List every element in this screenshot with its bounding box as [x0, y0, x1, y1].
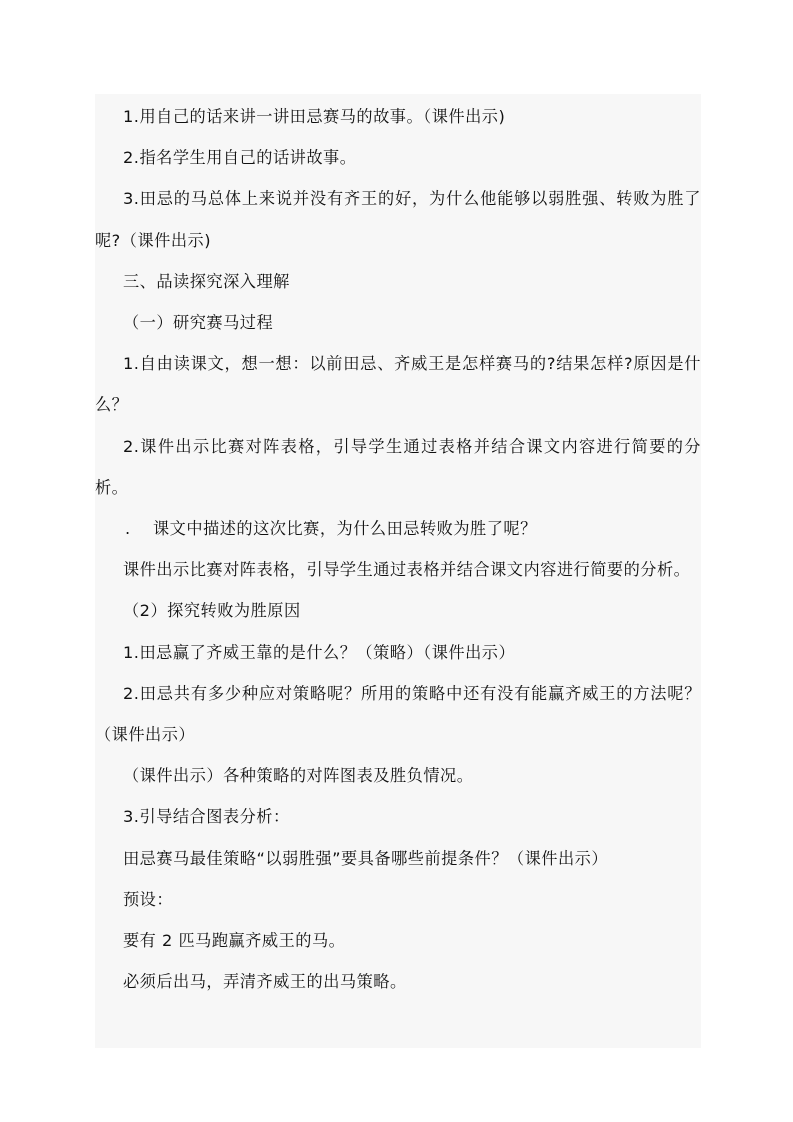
- paragraph-5: 2.课件出示比赛对阵表格，引导学生通过表格并结合课文内容进行简要的分析。: [95, 436, 701, 497]
- document-body: [95, 94, 701, 1048]
- paragraph-14: 要有 2 匹马跑赢齐威王的马。: [123, 931, 346, 951]
- paragraph-9: 2.田忌共有多少种应对策略呢？所用的策略中还有没有能赢齐威王的方法呢？（课件出示）: [95, 683, 701, 745]
- section-heading-3: 三、品读探究深入理解: [123, 271, 290, 291]
- paragraph-12: 田忌赛马最佳策略“以弱胜强”要具备哪些前提条件？（课件出示）: [123, 848, 609, 868]
- paragraph-6: . 课文中描述的这次比赛，为什么田忌转败为胜了呢？: [125, 519, 537, 539]
- paragraph-1: 1.用自己的话来讲一讲田忌赛马的故事。（课件出示): [123, 107, 506, 126]
- paragraph-15: 必须后出马，弄清齐威王的出马策略。: [123, 972, 407, 992]
- paragraph-11: 3.引导结合图表分析：: [123, 807, 290, 827]
- paragraph-10: （课件出示）各种策略的对阵图表及胜负情况。: [123, 766, 474, 786]
- paragraph-8: 1.田忌赢了齐威王靠的是什么？（策略）（课件出示）: [123, 642, 516, 662]
- paragraph-13: 预设：: [123, 889, 174, 909]
- subsection-heading-2: （2）探究转败为胜原因: [123, 601, 301, 621]
- paragraph-4: 1.自由读课文，想一想：以前田忌、齐威王是怎样赛马的?结果怎样?原因是什么？: [95, 354, 701, 415]
- paragraph-2: 2.指名学生用自己的话讲故事。: [123, 148, 357, 168]
- paragraph-7: 课件出示比赛对阵表格，引导学生通过表格并结合课文内容进行简要的分析。: [123, 560, 691, 580]
- subsection-heading-1: （一）研究赛马过程: [123, 313, 274, 333]
- paragraph-3: 3.田忌的马总体上来说并没有齐王的好，为什么他能够以弱胜强、转败为胜了呢?（课件出示): [95, 189, 701, 250]
